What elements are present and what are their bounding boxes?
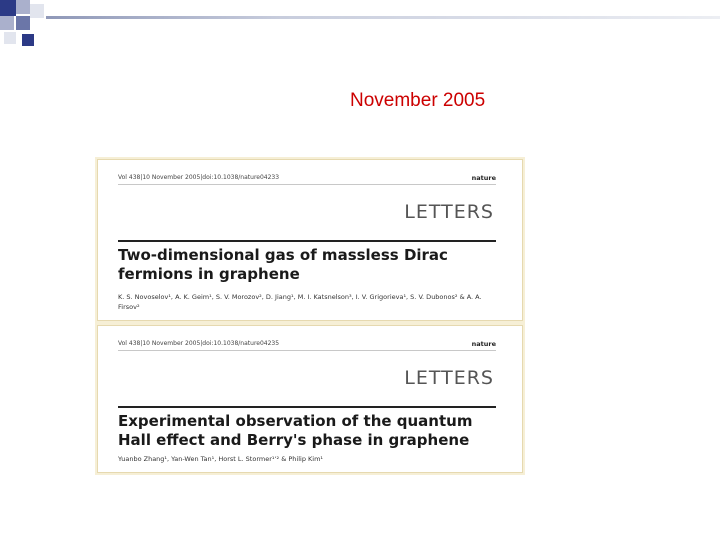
journal-name: nature: [471, 174, 496, 182]
journal-header: [118, 340, 496, 350]
section-label: LETTERS: [404, 201, 494, 223]
header-line: [46, 16, 720, 19]
slide-title: November 2005: [350, 90, 486, 111]
header-rule: [118, 350, 496, 351]
title-rule: [118, 240, 496, 242]
corner-square: [16, 0, 30, 14]
journal-header-citation: Vol 438|10 November 2005|doi:10.1038/nature04235: [118, 340, 280, 347]
corner-square: [0, 0, 16, 16]
section-label: LETTERS: [404, 367, 494, 389]
corner-square: [30, 4, 44, 18]
title-rule: [118, 406, 496, 408]
paper-authors: Yuanbo Zhang¹, Yan-Wen Tan¹, Horst L. Stormer¹ʼ² & Philip Kim¹: [118, 455, 324, 463]
corner-square: [4, 32, 16, 44]
journal-name: nature: [471, 340, 496, 348]
corner-square: [22, 34, 34, 46]
journal-header-citation: Vol 438|10 November 2005|doi:10.1038/nature04233: [118, 174, 280, 181]
header-rule: [118, 184, 496, 185]
journal-header: [118, 174, 496, 184]
paper-clipping-2: [97, 325, 523, 473]
paper-title: Experimental observation of the quantum Hall effect and Berry's phase in graphene: [118, 412, 473, 449]
corner-square: [0, 16, 14, 30]
corner-square: [16, 16, 30, 30]
paper-clipping-1: [97, 159, 523, 321]
paper-title: Two-dimensional gas of massless Dirac fermions in graphene: [118, 246, 448, 283]
corner-decoration: [0, 0, 60, 60]
paper-authors: K. S. Novoselov¹, A. K. Geim¹, S. V. Morozov², D. Jiang¹, M. I. Katsnelson³, I. V. Grigorieva¹, S. V. Dubonos² & A. A. Firsov²: [118, 293, 482, 311]
